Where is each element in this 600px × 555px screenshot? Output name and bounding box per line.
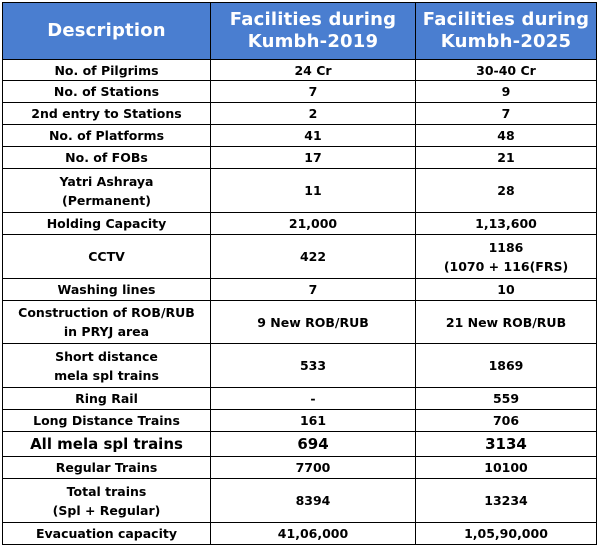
table-row-ring-rail — [3, 388, 597, 410]
table-row-evacuation — [3, 523, 597, 545]
table-row-stations — [3, 81, 597, 103]
row-label-line1: Total trains — [66, 483, 147, 499]
row-label-line2: mela spl trains — [54, 367, 159, 383]
value-2025-line1: 1186 — [488, 239, 524, 255]
header-kumbh-2019-line2: Kumbh-2019 — [247, 31, 379, 52]
value-2025: 1,13,600 — [416, 213, 597, 235]
table-row-yatri-ashraya — [3, 169, 597, 213]
row-label-line1: Construction of ROB/RUB — [18, 305, 195, 320]
value-2019: 11 — [211, 169, 416, 213]
table-header-row — [3, 3, 597, 60]
table-row-washing-lines — [3, 279, 597, 301]
value-2019: 161 — [211, 410, 416, 432]
value-2019: 17 — [211, 147, 416, 169]
row-label-line2: (Permanent) — [62, 192, 151, 208]
table-row-platforms — [3, 125, 597, 147]
value-2025: 48 — [416, 125, 597, 147]
table-row-short-distance — [3, 344, 597, 388]
value-2025: 1,05,90,000 — [416, 523, 597, 545]
value-2019: 7 — [211, 279, 416, 301]
value-2025: 13234 — [416, 479, 597, 523]
value-2025-line2: (1070 + 116(FRS) — [443, 258, 569, 274]
row-label: No. of FOBs — [3, 147, 211, 169]
row-label: Washing lines — [3, 279, 211, 301]
value-2019: 9 New ROB/RUB — [211, 301, 416, 344]
value-2019: 422 — [211, 235, 416, 279]
value-2025: 1869 — [416, 344, 597, 388]
value-2019: 41,06,000 — [211, 523, 416, 545]
table-row-long-distance — [3, 410, 597, 432]
value-2019: 21,000 — [211, 213, 416, 235]
table-row-cctv — [3, 235, 597, 279]
value-2019: 2 — [211, 103, 416, 125]
value-2019: 41 — [211, 125, 416, 147]
value-2025: 706 — [416, 410, 597, 432]
row-label: All mela spl trains — [3, 432, 211, 457]
row-label-line1: Short distance — [55, 348, 158, 364]
row-label: 2nd entry to Stations — [3, 103, 211, 125]
value-2025: 10100 — [416, 457, 597, 479]
value-2019: 7 — [211, 81, 416, 103]
value-2025: 7 — [416, 103, 597, 125]
row-label-line2: (Spl + Regular) — [52, 502, 161, 518]
row-label: No. of Stations — [3, 81, 211, 103]
value-2019: 8394 — [211, 479, 416, 523]
value-2025: 3134 — [416, 432, 597, 457]
value-2019: 533 — [211, 344, 416, 388]
table-row-rob-rub — [3, 301, 597, 344]
value-2019: 24 Cr — [211, 60, 416, 81]
header-kumbh-2025-line1: Facilities during — [422, 9, 590, 30]
value-2025: 10 — [416, 279, 597, 301]
header-kumbh-2019-line1: Facilities during — [229, 9, 397, 30]
value-2025: 559 — [416, 388, 597, 410]
value-2025: 30-40 Cr — [416, 60, 597, 81]
row-label-line2: in PRYJ area — [63, 324, 150, 339]
value-2025: 28 — [416, 169, 597, 213]
row-label: Evacuation capacity — [3, 523, 211, 545]
value-2025: 21 — [416, 147, 597, 169]
value-2019: 694 — [211, 432, 416, 457]
row-label: Regular Trains — [3, 457, 211, 479]
row-label: CCTV — [3, 235, 211, 279]
header-kumbh-2019 — [211, 3, 416, 60]
row-label — [3, 344, 211, 388]
table-row-total-trains — [3, 479, 597, 523]
row-label-line1: Yatri Ashraya — [59, 173, 154, 189]
row-label — [3, 479, 211, 523]
table-row-holding-capacity — [3, 213, 597, 235]
table-row-pilgrims — [3, 60, 597, 81]
kumbh-facilities-table — [2, 2, 597, 545]
row-label — [3, 169, 211, 213]
header-kumbh-2025-line2: Kumbh-2025 — [440, 31, 572, 52]
value-2025: 21 New ROB/RUB — [416, 301, 597, 344]
value-2025: 9 — [416, 81, 597, 103]
table-row-regular-trains — [3, 457, 597, 479]
row-label: No. of Platforms — [3, 125, 211, 147]
row-label: Ring Rail — [3, 388, 211, 410]
header-kumbh-2025 — [416, 3, 597, 60]
table-row-all-mela — [3, 432, 597, 457]
header-description: Description — [3, 3, 211, 60]
row-label — [3, 301, 211, 344]
value-2019: - — [211, 388, 416, 410]
row-label: Holding Capacity — [3, 213, 211, 235]
value-2025 — [416, 235, 597, 279]
table-row-second-entry — [3, 103, 597, 125]
value-2019: 7700 — [211, 457, 416, 479]
row-label: No. of Pilgrims — [3, 60, 211, 81]
row-label: Long Distance Trains — [3, 410, 211, 432]
table-row-fobs — [3, 147, 597, 169]
